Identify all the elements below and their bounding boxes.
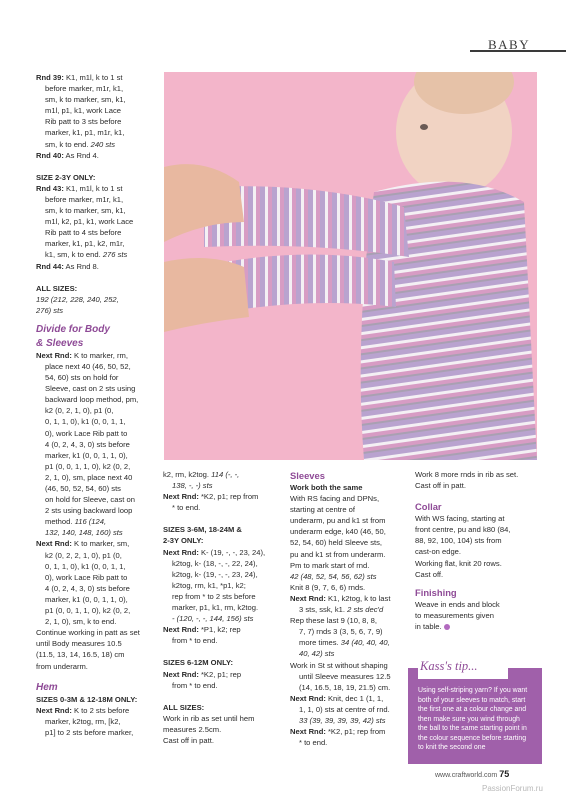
- text: K to 2 sts before: [71, 705, 130, 715]
- rnd-label: Next Rnd:: [163, 669, 199, 679]
- text: starting at centre of: [290, 505, 356, 515]
- section-label: BABY: [488, 37, 531, 52]
- text: 2 sts using backward loop: [45, 506, 133, 516]
- text: 2, 1, 0), sm, place next 40: [45, 472, 133, 482]
- text: measures 2.5cm.: [163, 724, 222, 734]
- text: Rep these last 9 (10, 8, 8,: [290, 616, 377, 626]
- text: *K2, p1; rep from: [325, 727, 386, 737]
- text: Cast off in patt.: [415, 481, 466, 491]
- size-heading: SIZES 0-3M & 12-18M ONLY:: [36, 694, 138, 704]
- text: method.: [45, 517, 75, 527]
- stitch-count: 114 (-, -,: [211, 470, 240, 479]
- stitch-count: 276 sts: [102, 250, 128, 260]
- text: Rib patt to 4 sts before: [45, 228, 122, 238]
- text: m1l, k2, p1, k1, work Lace: [45, 217, 134, 227]
- text: Continue working in patt as set: [36, 628, 140, 638]
- text: As Rnd 8.: [63, 261, 99, 271]
- stitch-count: 40, 42) sts: [299, 649, 335, 659]
- text: K to marker, rm,: [71, 350, 128, 360]
- text: marker, k1, p1, k2, m1r,: [45, 239, 125, 249]
- text: before marker, m1r, k1,: [45, 84, 124, 94]
- text: 54, 60) sts on hold for: [45, 373, 119, 383]
- section-heading: Hem: [36, 681, 58, 693]
- text: *K2, p1; rep from: [198, 492, 259, 502]
- text: 0), work Lace Rib patt to: [45, 572, 128, 582]
- text: in table.: [415, 621, 442, 631]
- text: With RS facing and DPNs,: [290, 494, 380, 504]
- stitch-count: 42 (48, 52, 54, 56, 62) sts: [290, 571, 377, 581]
- tip-line: Using self-striping yarn? If you want: [418, 687, 528, 694]
- text: pu and k1 st from underarm.: [290, 549, 386, 559]
- text: underarm, pu and k1 st from: [290, 516, 386, 526]
- text: K to marker, sm,: [71, 539, 130, 549]
- text: 0, 1, 1, 0), k1 (0, 0, 1, 1,: [45, 561, 126, 571]
- text: Knit 8 (9, 7, 6, 6) rnds.: [290, 582, 366, 592]
- text: 3 sts, ssk, k1.: [299, 605, 348, 615]
- text: marker, k1 (0, 0, 1, 1, 0),: [45, 594, 128, 604]
- rnd-label: Rnd 39:: [36, 73, 64, 82]
- size-heading: SIZES 3-6M, 18-24M &: [163, 525, 242, 535]
- text: 88, 92, 100, 104) sts from: [415, 536, 502, 546]
- stitch-count: 34 (40, 40, 40,: [340, 638, 390, 648]
- rnd-label: Next Rnd:: [163, 547, 199, 557]
- watermark: PassionForum.ru: [482, 784, 543, 793]
- text: marker, k1, p1, m1r, k1,: [45, 128, 125, 138]
- section-heading: Sleeves: [290, 470, 325, 481]
- text: With WS facing, starting at: [415, 514, 505, 524]
- text: front centre, pu and k80 (84,: [415, 525, 511, 535]
- pattern-column-2: [163, 469, 281, 746]
- text: (14, 16.5, 18, 19, 21.5) cm.: [299, 682, 391, 692]
- rnd-label: Next Rnd:: [36, 705, 72, 715]
- rnd-label: Next Rnd:: [290, 693, 326, 703]
- rnd-label: Next Rnd:: [163, 625, 199, 635]
- text: As Rnd 4.: [63, 150, 99, 160]
- text: marker, k1 (0, 0, 1, 1, 0),: [45, 450, 128, 460]
- text: k2tog, k- (19, -, -, 23, 24),: [172, 569, 258, 579]
- rnd-label: Rnd 40:: [36, 150, 64, 160]
- size-heading: ALL SIZES:: [36, 283, 78, 293]
- rnd-label: Next Rnd:: [36, 350, 72, 360]
- text: Pm to mark start of rnd.: [290, 560, 370, 570]
- pattern-column-4: [415, 469, 535, 632]
- stitch-count: 192 (212, 228, 240, 252,: [36, 294, 119, 304]
- text: Work 8 more rnds in rib as set.: [415, 470, 519, 479]
- rnd-label: Rnd 43:: [36, 183, 64, 193]
- text: (11.5, 13, 14, 16.5, 18) cm: [36, 650, 125, 660]
- text: K1, k2tog, k to last: [325, 593, 391, 603]
- text: m1l, p1, k1, work Lace: [45, 106, 121, 116]
- stitch-count: 2 sts dec'd: [347, 605, 384, 615]
- stitch-count: 116 (124,: [74, 517, 107, 527]
- text: *P1, k2; rep: [198, 625, 241, 635]
- text: p1 (0, 0, 1, 1, 0), k2 (0, 2,: [45, 461, 131, 471]
- text: p1 (0, 0, 1, 1, 0), k2 (0, 2,: [45, 606, 131, 616]
- text: place next 40 (46, 50, 52,: [45, 361, 131, 371]
- text: (46, 50, 52, 54, 60) sts: [45, 484, 121, 493]
- size-heading: SIZES 6-12M ONLY:: [163, 658, 234, 668]
- rnd-label: Rnd 44:: [36, 261, 64, 271]
- pattern-column-1: [36, 72, 154, 738]
- end-dot-icon: [444, 624, 450, 630]
- text: * to end.: [172, 503, 201, 513]
- text: cast-on edge.: [415, 547, 462, 557]
- stitch-count: 33 (39, 39, 39, 39, 42) sts: [299, 715, 386, 725]
- stitch-count: 276) sts: [36, 305, 64, 315]
- text: k1, sm, k to end.: [45, 250, 103, 260]
- rnd-label: Next Rnd:: [290, 593, 326, 603]
- text: from underarm.: [36, 661, 88, 671]
- text: 0, 1, 1, 0), k1 (0, 0, 1, 1,: [45, 417, 126, 427]
- text: rep from * to 2 sts before: [172, 591, 256, 601]
- text: p1] to 2 sts before marker,: [45, 727, 134, 737]
- section-heading: Finishing: [415, 586, 457, 598]
- tip-title: Kass's tip...: [418, 655, 508, 679]
- text: before marker, m1r, k1,: [45, 194, 124, 204]
- text: to measurements given: [415, 610, 494, 620]
- rnd-label: Next Rnd:: [36, 539, 72, 549]
- text: more times.: [299, 638, 341, 648]
- text: k2 (0, 2, 1, 0), p1 (0,: [45, 406, 114, 416]
- tip-text: [418, 686, 538, 753]
- rnd-label: Next Rnd:: [290, 727, 326, 737]
- text: k2tog, k- (18, -, -, 22, 24),: [172, 558, 258, 568]
- text: Cast off.: [415, 569, 444, 579]
- text: Work in rib as set until hem: [163, 713, 255, 723]
- text: marker, k2tog, rm, [k2,: [45, 716, 121, 726]
- text: K- (19, -, -, 23, 24),: [198, 547, 266, 557]
- rnd-label: Next Rnd:: [163, 492, 199, 502]
- tip-line: the colour sequence before starting: [418, 734, 527, 742]
- tip-line: then make sure you wind through: [418, 715, 520, 723]
- text: Working flat, knit 20 rows.: [415, 558, 502, 568]
- tip-line: both of your sleeves to match, start: [418, 696, 526, 704]
- size-heading: 2-3Y ONLY:: [163, 536, 204, 546]
- text: on hold for Sleeve, cast on: [45, 495, 135, 505]
- text: sm, k to marker, sm, k1,: [45, 95, 126, 105]
- section-heading: Divide for Body: [36, 323, 110, 335]
- subheading: Work both the same: [290, 483, 363, 492]
- size-heading: SIZE 2-3Y ONLY:: [36, 172, 96, 182]
- text: Cast off in patt.: [163, 735, 214, 745]
- text: from * to end.: [172, 636, 218, 646]
- text: backward loop method, pm,: [45, 395, 139, 405]
- text: *K2, p1; rep: [198, 669, 242, 679]
- baby-sweater-photo: [164, 72, 537, 460]
- tip-line: to knit the second one: [418, 744, 486, 751]
- text: k2tog, rm, k1, *p1, k2;: [172, 580, 246, 590]
- tip-line: the first one at a colour change and: [418, 706, 527, 713]
- page-number: 75: [499, 769, 510, 779]
- page-footer: [435, 769, 509, 779]
- stitch-count: 138, -, -) sts: [172, 481, 213, 491]
- stitch-count: 132, 140, 148, 160) sts: [45, 528, 123, 538]
- text: k2 (0, 2, 2, 1, 0), p1 (0,: [45, 550, 122, 560]
- text: 7, 7) rnds 3 (3, 5, 6, 7, 9): [299, 627, 383, 637]
- footer-site-link[interactable]: www.craftworld.com: [435, 772, 498, 779]
- text: K1, m1l, k to 1 st: [63, 183, 123, 193]
- photo-illustration: [164, 72, 537, 460]
- text: * to end.: [299, 738, 328, 748]
- text: marker, p1, k1, rm, k2tog.: [172, 603, 259, 613]
- stitch-count: - (120, -, -, 144, 156) sts: [172, 614, 254, 624]
- text: Rib patt to 3 sts before: [45, 117, 122, 127]
- text: underarm edge, k40 (46, 50,: [290, 527, 386, 537]
- text: k2, rm, k2tog.: [163, 470, 212, 479]
- text: from * to end.: [172, 680, 218, 690]
- text: sm, k to marker, sm, k1,: [45, 206, 126, 216]
- text: 2, 1, 0), sm, k to end.: [45, 617, 117, 627]
- text: sm, k to end.: [45, 139, 91, 149]
- tip-line: the ball to the same starting point in: [418, 725, 527, 732]
- text: 52, 54, 60) held Sleeve sts,: [290, 538, 383, 548]
- text: until Body measures 10.5: [36, 639, 122, 649]
- text: 4 (0, 2, 4, 3, 0) sts before: [45, 583, 130, 593]
- text: 4 (0, 2, 4, 3, 0) sts before: [45, 439, 130, 449]
- pattern-column-3: [290, 469, 408, 748]
- text: until Sleeve measures 12.5: [299, 671, 391, 681]
- text: 1, 1, 0) sts at centre of rnd.: [299, 704, 390, 714]
- stitch-count: 240 sts: [90, 139, 116, 149]
- text: 0), work Lace Rib patt to: [45, 428, 128, 438]
- size-heading: ALL SIZES:: [163, 702, 205, 712]
- text: Weave in ends and block: [415, 599, 500, 609]
- text: Knit, dec 1 (1, 1,: [325, 693, 384, 703]
- section-heading: & Sleeves: [36, 337, 84, 349]
- text: Work in St st without shaping: [290, 660, 388, 670]
- section-heading: Collar: [415, 501, 442, 513]
- text: K1, m1l, k to 1 st: [63, 73, 123, 82]
- text: Sleeve, cast on 2 sts using: [45, 384, 136, 394]
